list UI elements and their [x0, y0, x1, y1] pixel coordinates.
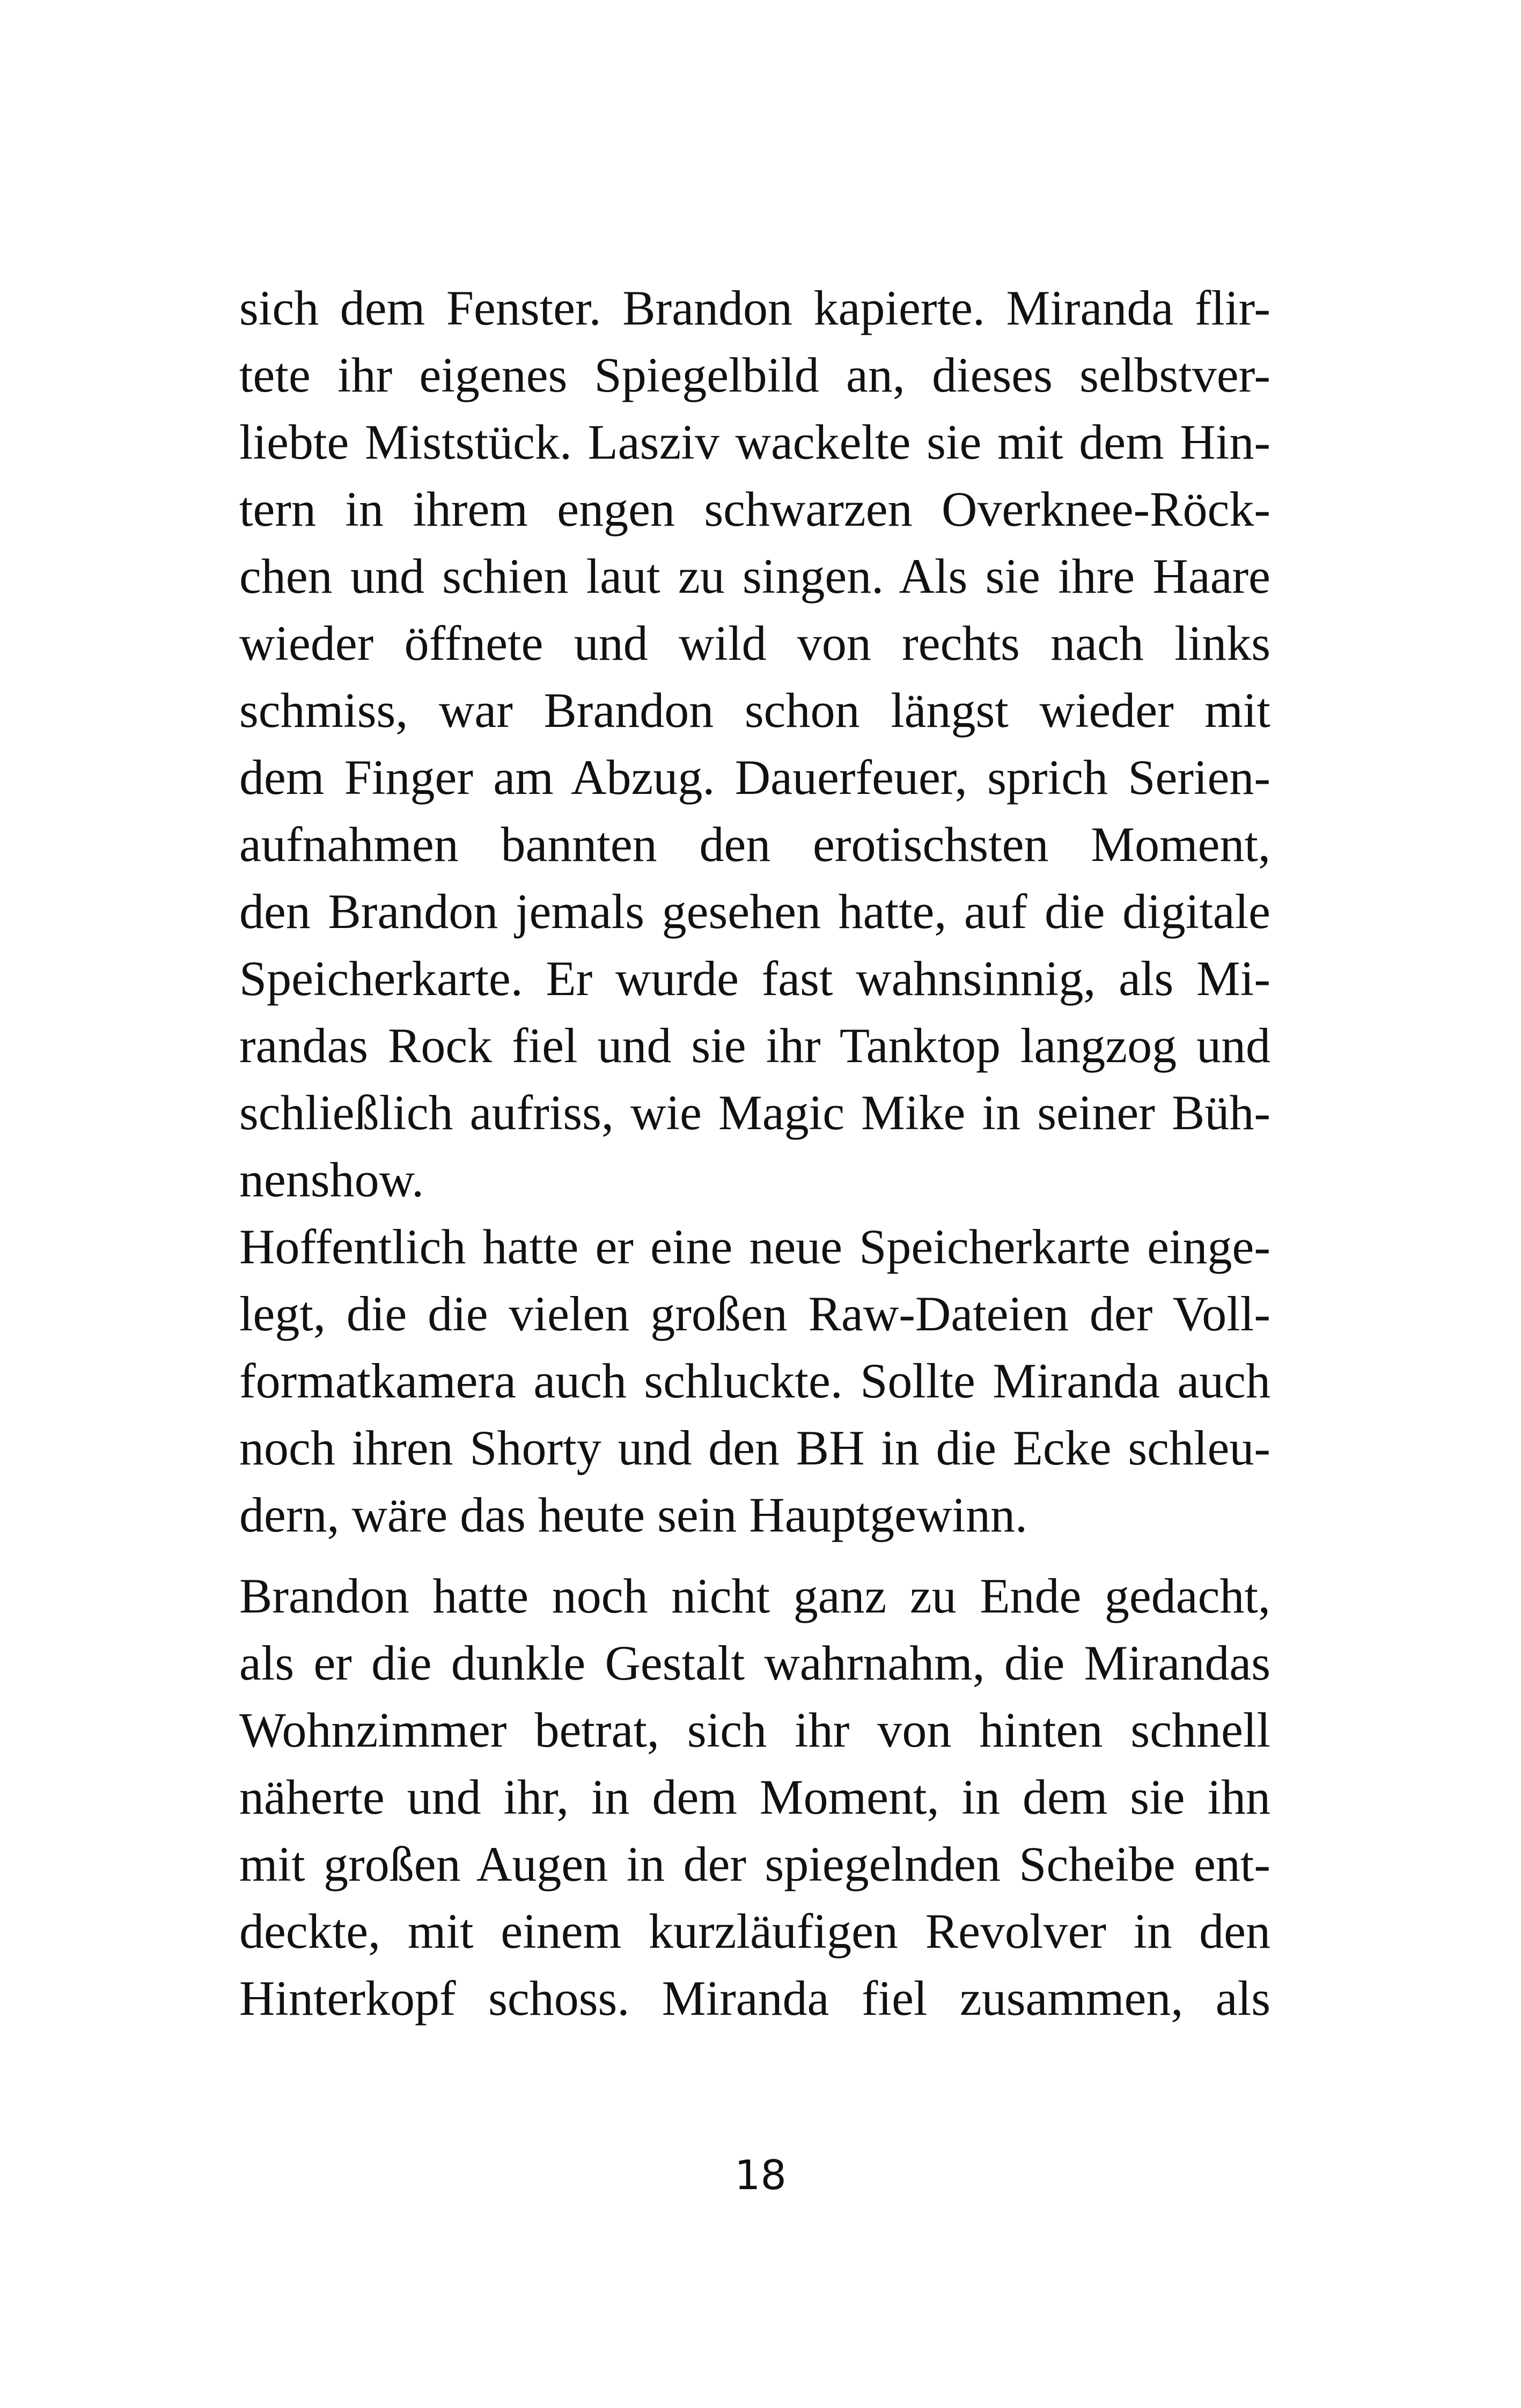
text-line: tern in ihrem engen schwarzen Overknee-Röck- — [239, 482, 1270, 536]
page-number: 18 — [734, 2151, 787, 2199]
text-line: noch ihren Shorty und den BH in die Ecke schleu- — [239, 1420, 1270, 1475]
text-line: Hinterkopf schoss. Miranda fiel zusammen, als — [239, 1971, 1270, 2026]
text-line: dern, wäre das heute sein Hauptgewinn. — [239, 1487, 1027, 1542]
paragraph-2 — [239, 1563, 1270, 2032]
text-line: liebte Miststück. Lasziv wackelte sie mit dem Hin- — [239, 415, 1270, 469]
text-line: näherte und ihr, in dem Moment, in dem sie ihn — [239, 1770, 1270, 1824]
text-line: schließlich aufriss, wie Magic Mike in seiner Büh- — [239, 1085, 1270, 1140]
text-line: Brandon hatte noch nicht ganz zu Ende gedacht, — [239, 1568, 1270, 1623]
text-line: dem Finger am Abzug. Dauerfeuer, sprich Serien- — [239, 750, 1270, 805]
text-line: Hoffentlich hatte er eine neue Speicherkarte einge- — [239, 1219, 1270, 1274]
paragraph-1 — [239, 275, 1270, 1549]
text-line: tete ihr eigenes Spiegelbild an, dieses selbstver- — [239, 348, 1270, 402]
text-line: sich dem Fenster. Brandon kapierte. Miranda flir- — [239, 281, 1270, 335]
text-line: wieder öffnete und wild von rechts nach links — [239, 616, 1270, 671]
text-line: formatkamera auch schluckte. Sollte Miranda auch — [239, 1353, 1270, 1408]
text-line: den Brandon jemals gesehen hatte, auf die digitale — [239, 884, 1270, 939]
text-line: chen und schien laut zu singen. Als sie ihre Haare — [239, 549, 1270, 603]
text-line: Wohnzimmer betrat, sich ihr von hinten schnell — [239, 1703, 1270, 1757]
text-line: mit großen Augen in der spiegelnden Scheibe ent- — [239, 1837, 1270, 1891]
text-line: aufnahmen bannten den erotischsten Moment, — [239, 817, 1270, 872]
text-line: Speicherkarte. Er wurde fast wahnsinnig, als Mi- — [239, 951, 1270, 1006]
text-line: schmiss, war Brandon schon längst wieder mit — [239, 683, 1270, 738]
text-line: randas Rock fiel und sie ihr Tanktop langzog und — [239, 1018, 1270, 1073]
text-line: als er die dunkle Gestalt wahrnahm, die Mirandas — [239, 1636, 1270, 1690]
text-line: deckte, mit einem kurzläufigen Revolver in den — [239, 1904, 1270, 1958]
text-line: nenshow. — [239, 1152, 424, 1207]
text-line: legt, die die vielen großen Raw-Dateien der Voll- — [239, 1286, 1270, 1341]
